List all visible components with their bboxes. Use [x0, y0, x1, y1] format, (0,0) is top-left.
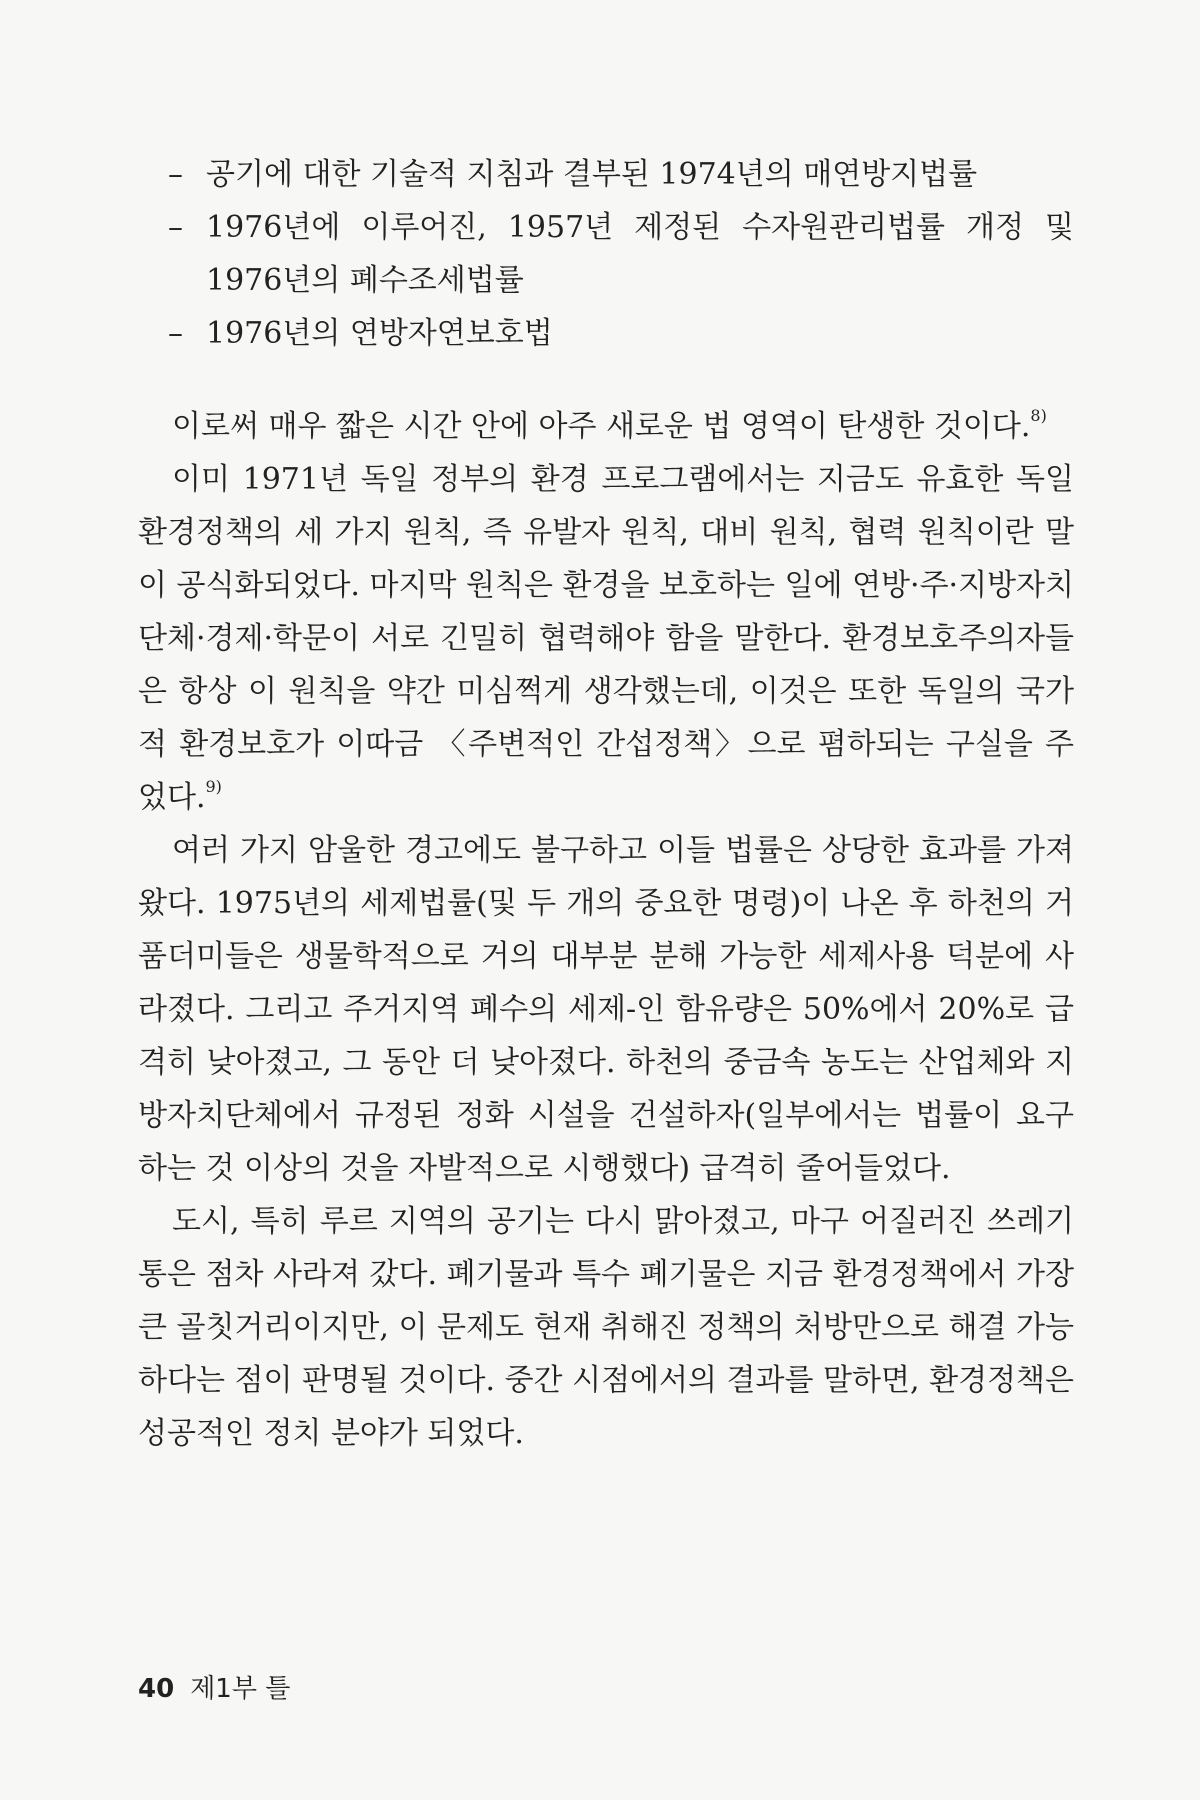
list-item	[168, 201, 1074, 307]
list-dash: –	[168, 157, 183, 192]
paragraph-text: 여러 가지 암울한 경고에도 불구하고 이들 법률은 상당한 효과를 가져왔다. 1975년의 세제법률(및 두 개의 중요한 명령)이 나온 후 하천의 거품더미들은 생물학적으로 거의 대부분 분해 가능한 세제사용 덕분에 사라졌다. 그리고 주거지역 폐수의 세제-인 함유량은 50%에서 20%로 급격히 낮아졌고, 그 동안 더 낮아졌다. 하천의 중금속 농도는 산업체와 지방자치단체에서 규정된 정화 시설을 건설하자(일부에서는 법률이 요구하는 것 이상의 것을 자발적으로 시행했다) 급격히 줄어들었다.	[138, 833, 1074, 1186]
paragraph-text: 이미 1971년 독일 정부의 환경 프로그램에서는 지금도 유효한 독일 환경정책의 세 가지 원칙, 즉 유발자 원칙, 대비 원칙, 협력 원칙이란 말이 공식화되었다. 마지막 원칙은 환경을 보호하는 일에 연방·주·지방자치단체·경제·학문이 서로 긴밀히 협력해야 함을 말한다. 환경보호주의자들은 항상 이 원칙을 약간 미심쩍게 생각했는데, 이것은 또한 독일의 국가적 환경보호가 이따금 〈주변적인 간섭정책〉으로 폄하되는 구실을 주었다.	[138, 462, 1074, 815]
paragraph	[138, 1195, 1074, 1460]
list-item-text: 1976년의 연방자연보호법	[206, 316, 553, 351]
paragraph	[138, 400, 1074, 453]
paragraph	[138, 824, 1074, 1195]
body-text	[138, 148, 1074, 1460]
section-title: 제1부 틀	[190, 1674, 291, 1704]
list-dash: –	[168, 316, 183, 351]
list-item-text: 1976년에 이루어진, 1957년 제정된 수자원관리법률 개정 및 1976년의 폐수조세법률	[206, 210, 1074, 298]
list-item	[168, 148, 1074, 201]
paragraph-text: 도시, 특히 루르 지역의 공기는 다시 맑아졌고, 마구 어질러진 쓰레기통은 점차 사라져 갔다. 폐기물과 특수 폐기물은 지금 환경정책에서 가장 큰 골칫거리이지만, 이 문제도 현재 취해진 정책의 처방만으로 해결 가능하다는 점이 판명될 것이다. 중간 시점에서의 결과를 말하면, 환경정책은 성공적인 정치 분야가 되었다.	[138, 1204, 1074, 1451]
paragraph-text: 이로써 매우 짧은 시간 안에 아주 새로운 법 영역이 탄생한 것이다.	[172, 409, 1031, 444]
list-item-text: 공기에 대한 기술적 지침과 결부된 1974년의 매연방지법률	[206, 157, 978, 192]
footnote-marker: 9)	[205, 777, 222, 796]
paragraph	[138, 453, 1074, 824]
page-footer	[138, 1668, 290, 1705]
page-number: 40	[138, 1674, 175, 1704]
list-dash: –	[168, 210, 183, 245]
footnote-marker: 8)	[1030, 406, 1047, 425]
law-list	[138, 148, 1074, 360]
list-item	[168, 307, 1074, 360]
